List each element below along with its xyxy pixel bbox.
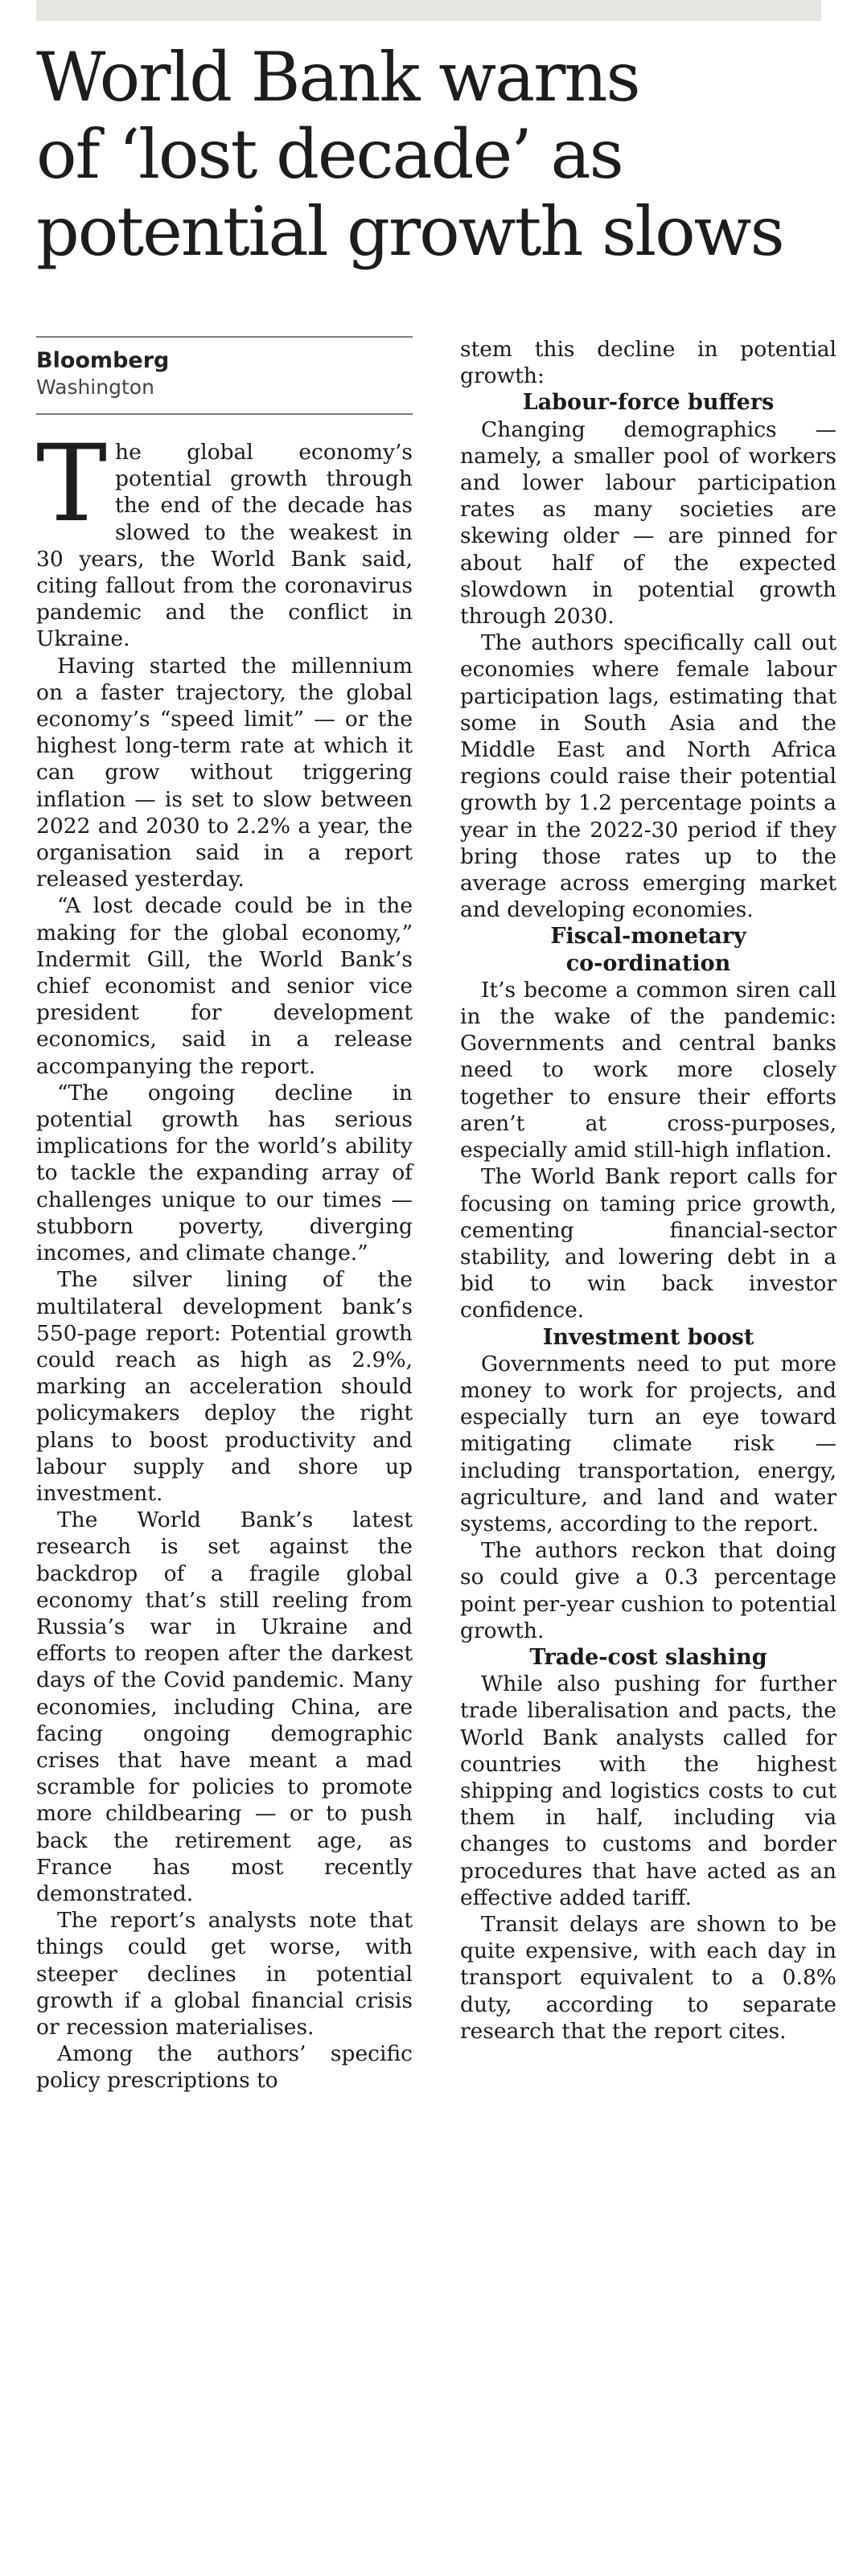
paragraph-8: Among the authors’ specific policy prescriptions to [36,2041,413,2094]
subhead-fiscal-monetary [460,923,837,976]
paragraph-12: The World Bank report calls for focusing on taming price growth, cementing financial-sector stability, and lowering debt in a bid to win back investor confidence. [460,1164,837,1323]
paragraph-4: “The ongoing decline in potential growth has serious implications for the world’s ability to tackle the expanding array of challenges unique to our times — stubborn poverty, diverging incomes, and climate change.” [36,1080,413,1266]
paragraph-1-text: he global economy’s potential growth through the end of the decade has slowed to the weakest in 30 years, the World Bank said, citing fallout from the coronavirus pandemic and the conflict in Ukraine. [36,440,413,652]
headline-line-2: of ‘lost decade’ as [36,115,623,194]
paragraph-9: Changing demographics — namely, a smaller pool of workers and lower labour participation rates as many societies are skewing older — are pinned for about half of the expected slowdown in potential growth through 2030. [460,416,837,630]
right-column [460,336,837,2045]
paragraph-continued: stem this decline in potential growth: [460,337,837,389]
left-column [36,336,413,2094]
article-headline [36,39,832,270]
headline-line-1: World Bank warns [36,38,639,117]
paragraph-10: The authors specifically call out economies where female labour participation lags, estimating that some in South Asia and the Middle East and North Africa regions could raise their potential growth by 1.2 percentage points a year in the 2022-30 period if they bring those rates up to the average across emerging market and developing economies. [460,630,837,923]
byline-divider [36,413,413,415]
subhead-investment-boost: Investment boost [542,1324,754,1350]
byline-location: Washington [36,375,154,399]
subhead-trade-cost: Trade-cost slashing [529,1644,767,1670]
byline-source: Bloomberg [36,348,170,373]
subhead-fiscal-monetary-line-1: Fiscal-monetary [550,924,746,950]
headline-line-3: potential growth slows [36,192,783,271]
top-bar [36,0,821,21]
subhead-labour-force: Labour-force buffers [522,390,775,416]
paragraph-6: The World Bank’s latest research is set against the backdrop of a fragile global economy that’s still reeling from Russia’s war in Ukraine and efforts to reopen after the darkest days of the Covid pandemic. Many economies, including China, are facing ongoing demographic crises that have meant a mad scramble for policies to promote more childbearing — or to push back the retirement age, as France has most recently demonstrated. [36,1507,413,1906]
paragraph-3: “A lost decade could be in the making for the global economy,” Indermit Gill, the World Bank’s chief economist and senior vice president for development economics, said in a release accompanying the report. [36,893,413,1079]
paragraph-13: Governments need to put more money to work for projects, and especially turn an eye toward mitigating climate risk — including transportation, energy, agriculture, and land and water systems, according to the report. [460,1351,837,1536]
subhead-fiscal-monetary-line-2: co-ordination [565,950,731,976]
paragraph-14: The authors reckon that doing so could give a 0.3 percentage point per-year cushion to potential growth. [460,1538,837,1643]
paragraph-11: It’s become a common siren call in the wake of the pandemic: Governments and central banks need to work more closely together to ensure their efforts aren’t at cross-purposes, especially amid still-high inflation. [460,977,837,1163]
paragraph-15: While also pushing for further trade liberalisation and pacts, the World Bank analysts called for countries with the highest shipping and logistics costs to cut them in half, including via changes to customs and border procedures that have acted as an effective added tariff. [460,1672,837,1910]
paragraph-5: The silver lining of the multilateral development bank’s 550-page report: Potential growth could reach as high as 2.9%, marking an acceleration should policymakers deploy the right plans to boost productivity and labour supply and shore up investment. [36,1267,413,1506]
byline [36,336,413,415]
paragraph-16: Transit delays are shown to be quite expensive, with each day in transport equivalent to a 0.8% duty, according to separate research that the report cites. [460,1911,837,2044]
paragraph-2: Having started the millennium on a faster trajectory, the global economy’s “speed limit” — or the highest long-term rate at which it can grow without triggering inflation — is set to slow between 2022 and 2030 to 2.2% a year, the organisation said in a report released yesterday. [36,653,413,892]
paragraph-1 [36,422,413,653]
drop-cap: T [36,422,108,546]
paragraph-7: The report’s analysts note that things could get worse, with steeper declines in potential growth if a global financial crisis or recession materialises. [36,1908,413,2040]
